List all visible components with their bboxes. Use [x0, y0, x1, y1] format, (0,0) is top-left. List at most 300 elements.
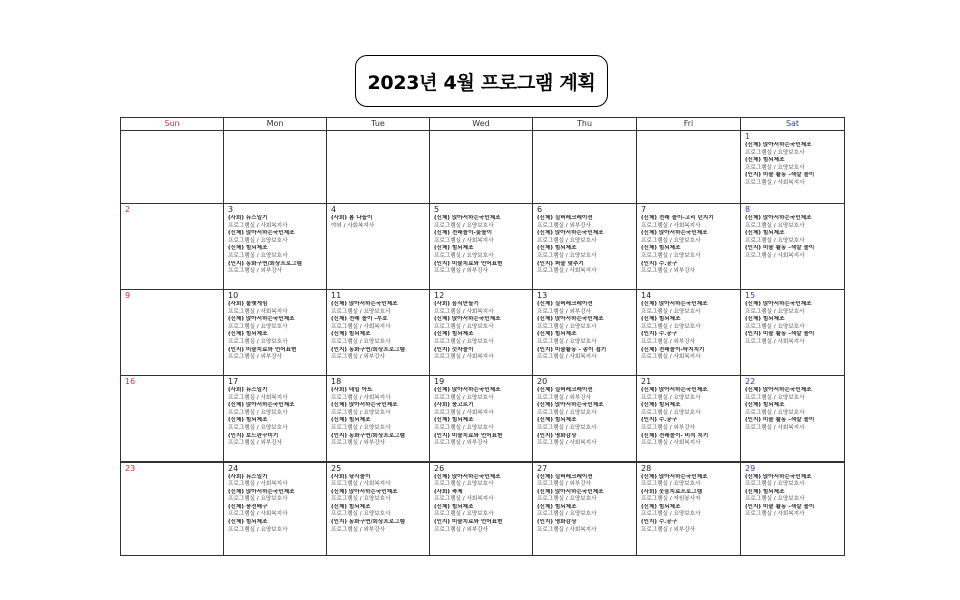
program-location-staff: 프로그램실 / 외부강사: [331, 354, 386, 361]
program-entry: [434, 417, 529, 432]
program-entry: [641, 402, 737, 417]
day-number: 8: [745, 205, 751, 214]
program-name: (신체) 힘뇌체조: [434, 503, 474, 510]
program-location-staff: 프로그램실 / 요양보호사: [745, 481, 805, 488]
program-name: (인지) 숫자놀이: [434, 346, 474, 353]
program-entry: [228, 474, 323, 489]
program-entry: [434, 230, 529, 245]
program-entry: [641, 474, 737, 489]
program-location-staff: 프로그램실 / 사회복지사: [745, 338, 805, 345]
week-row: [121, 376, 845, 462]
day-number: 26: [434, 463, 445, 473]
program-entry: [745, 331, 841, 346]
program-name: (신체) 힘뇌체조: [228, 245, 268, 252]
program-name: (신체) 힘뇌체조: [745, 316, 785, 323]
day-number: 5: [434, 205, 440, 214]
program-location-staff: 프로그램실 / 요양보호사: [434, 323, 494, 330]
program-entry: [434, 316, 529, 331]
program-name: (신체) 전래놀이-윷놀이: [434, 230, 493, 237]
day-number: 9: [125, 291, 131, 300]
program-entry: [228, 261, 323, 276]
program-location-staff: 프로그램실 / 요양보호사: [331, 424, 391, 431]
program-name: (신체) 앉아서하는국민체조: [745, 473, 812, 480]
program-location-staff: 프로그램실 / 요양보호사: [228, 424, 288, 431]
program-name: (인지) 동화구연/회상프로그램: [331, 346, 405, 353]
program-location-staff: 프로그램실 / 사회복지사: [434, 496, 494, 503]
day-cell-thu: [533, 376, 637, 462]
program-entry: [434, 387, 529, 402]
day-number: 11: [331, 291, 342, 300]
program-location-staff: 프로그램실 / 요양보호사: [434, 252, 494, 259]
day-number: 14: [641, 291, 652, 300]
day-number: [537, 132, 633, 142]
day-number: 15: [745, 291, 756, 300]
program-name: (신체) 앉아서하는국민체조: [745, 142, 812, 148]
page-title: 2023년 4월 프로그램 계획: [367, 71, 596, 94]
program-entry: [434, 331, 529, 346]
program-location-staff: 프로그램실 / 사회복지사: [228, 481, 288, 488]
program-name: (신체) 앉아서하는국민체조: [228, 316, 295, 323]
program-entry: [745, 142, 841, 157]
program-entry: [228, 316, 323, 331]
day-number: [228, 132, 323, 142]
program-entry: [331, 331, 426, 346]
program-name: (신체) 힘뇌체조: [537, 503, 577, 510]
program-name: (신체) 힘뇌체조: [745, 402, 785, 409]
day-cell-tue: [327, 290, 430, 376]
program-name: (신체) 앉아서하는국민체조: [641, 230, 708, 237]
day-number: 16: [125, 377, 136, 386]
program-entry: [434, 301, 529, 316]
program-location-staff: 프로그램실 / 요양보호사: [745, 222, 805, 229]
program-name: (신체) 힘뇌체조: [228, 331, 268, 338]
program-name: (신체) 앉아서하는국민체조: [641, 473, 708, 480]
day-number: 17: [228, 377, 239, 386]
program-entry: [434, 245, 529, 260]
program-name: (인지) 수.공구: [641, 331, 678, 338]
program-entry: [331, 417, 426, 432]
program-entry: [641, 519, 737, 534]
program-location-staff: 프로그램실 / 요양보호사: [331, 409, 391, 416]
day-cell-sat: [741, 131, 845, 204]
program-location-staff: 프로그램실 / 요양보호사: [228, 526, 288, 533]
weekday-header-tue: Tue: [327, 118, 430, 131]
program-name: (신체) 앉아서하는국민체조: [331, 402, 398, 409]
program-name: (사회) 음식만들기: [434, 301, 479, 307]
program-name: (사회) 축제: [434, 488, 463, 495]
week-row: [121, 290, 845, 376]
program-name: (사회) 네일 아트: [331, 387, 373, 393]
program-entry: [537, 519, 633, 534]
program-name: (신체) 실버레크레이션: [537, 301, 593, 307]
program-name: (신체) 앉아서하는국민체조: [228, 402, 295, 409]
program-location-staff: 프로그램실 / 요양보호사: [745, 237, 805, 244]
program-entry: [434, 504, 529, 519]
day-cell-fri: [637, 131, 741, 204]
program-location-staff: 프로그램실 / 요양보호사: [537, 424, 597, 431]
program-name: (사회) 풍고르기: [434, 402, 474, 409]
program-entry: [331, 387, 426, 402]
program-entry: [228, 489, 323, 504]
program-location-staff: 프로그램실 / 외부강사: [434, 440, 489, 447]
program-name: (신체) 앉아서하는국민체조: [537, 488, 604, 495]
weekday-header-row: [121, 118, 845, 131]
day-number: 20: [537, 377, 548, 386]
program-name: (신체) 힘뇌체조: [641, 402, 681, 409]
program-entry: [745, 402, 841, 417]
program-entry: [537, 215, 633, 230]
program-name: (신체) 앉아서하는국민체조: [434, 316, 501, 323]
program-location-staff: 프로그램실 / 외부강사: [641, 338, 696, 345]
program-entry: [228, 347, 323, 362]
day-number: 10: [228, 291, 239, 300]
program-entry: [641, 245, 737, 260]
program-entry: [228, 301, 323, 316]
program-name: (인지) 영화감상: [537, 432, 577, 439]
program-entry: [228, 402, 323, 417]
program-location-staff: 프로그램실 / 요양보호사: [537, 323, 597, 330]
program-name: (신체) 앉아서하는국민체조: [434, 387, 501, 393]
program-entry: [434, 519, 529, 534]
program-location-staff: 프로그램실 / 요양보호사: [745, 394, 805, 401]
day-number: 4: [331, 205, 337, 214]
program-location-staff: 프로그램실 / 요양보호사: [745, 308, 805, 315]
program-entry: [434, 261, 529, 276]
program-location-staff: 프로그램실 / 사회복지사: [641, 440, 701, 447]
program-name: (신체) 풍선배구: [228, 503, 268, 510]
program-location-staff: 프로그램실 / 사회복지사: [537, 440, 597, 447]
program-location-staff: 프로그램실 / 외부강사: [331, 526, 386, 533]
day-cell-sun: [121, 462, 224, 556]
program-location-staff: 프로그램실 / 요양보호사: [745, 323, 805, 330]
program-name: (신체) 앉아서하는국민체조: [537, 402, 604, 409]
program-name: (신체) 힘뇌체조: [228, 519, 268, 526]
day-number: 12: [434, 291, 445, 300]
program-entry: [331, 316, 426, 331]
day-number: 6: [537, 205, 543, 214]
program-location-staff: 프로그램실 / 요양보호사: [228, 237, 288, 244]
day-cell-mon: [224, 204, 327, 290]
program-entry: [331, 347, 426, 362]
program-name: (신체) 힘뇌체조: [537, 245, 577, 252]
program-entry: [641, 387, 737, 402]
program-location-staff: 프로그램실 / 외부강사: [434, 526, 489, 533]
program-entry: [641, 331, 737, 346]
program-name: (인지) 동화구연/회상프로그램: [331, 432, 405, 439]
program-entry: [641, 417, 737, 432]
program-location-staff: 프로그램실 / 사회복지사: [434, 354, 494, 361]
day-number: 19: [434, 377, 445, 386]
program-location-staff: 프로그램실 / 자원봉사자: [641, 496, 701, 503]
day-number: 28: [641, 463, 652, 473]
program-entry: [745, 474, 841, 489]
program-entry: [537, 489, 633, 504]
program-entry: [745, 489, 841, 504]
program-entry: [331, 474, 426, 489]
weekday-header-sun: Sun: [121, 118, 224, 131]
program-entry: [537, 347, 633, 362]
program-name: (신체) 전래놀이-딱지치기: [641, 346, 705, 353]
program-name: (신체) 전래 놀이-고리 던지기: [641, 215, 714, 221]
program-name: (인지) 미술 활동 -색깔 놀이: [745, 172, 815, 179]
program-entry: [537, 402, 633, 417]
program-entry: [537, 387, 633, 402]
program-location-staff: 프로그램실 / 요양보호사: [228, 323, 288, 330]
program-name: (인지) 미술 활동 -색깔 놀이: [745, 503, 815, 510]
program-name: (사회) 웃음치료프로그램: [641, 488, 703, 495]
program-location-staff: 프로그램실 / 요양보호사: [537, 237, 597, 244]
program-name: (인지) 동화구연/회상프로그램: [331, 519, 405, 526]
program-location-staff: 프로그램실 / 사회복지사: [745, 252, 805, 259]
program-entry: [434, 474, 529, 489]
day-cell-wed: [430, 131, 533, 204]
program-name: (사회) 룰렛게임: [228, 301, 268, 307]
program-entry: [537, 245, 633, 260]
program-entry: [537, 474, 633, 489]
day-number: 13: [537, 291, 548, 300]
day-number: 22: [745, 377, 756, 386]
program-location-staff: 프로그램실 / 사회복지사: [331, 323, 391, 330]
program-name: (사회) 뉴스일기: [228, 215, 268, 221]
page-title-box: [355, 55, 608, 107]
program-entry: [745, 504, 841, 519]
day-cell-sun: [121, 131, 224, 204]
program-entry: [745, 172, 841, 187]
program-location-staff: 프로그램실 / 요양보호사: [228, 409, 288, 416]
program-location-staff: 프로그램실 / 요양보호사: [641, 323, 701, 330]
program-name: (인지) 수.공구: [641, 519, 678, 526]
program-entry: [537, 417, 633, 432]
program-location-staff: 프로그램실 / 외부강사: [641, 526, 696, 533]
program-entry: [641, 489, 737, 504]
day-cell-sun: [121, 290, 224, 376]
program-entry: [331, 489, 426, 504]
program-name: (신체) 힘뇌체조: [434, 245, 474, 252]
program-name: (신체) 힘뇌체조: [331, 503, 371, 510]
day-cell-tue: [327, 204, 430, 290]
program-entry: [745, 316, 841, 331]
program-entry: [331, 504, 426, 519]
program-location-staff: 프로그램실 / 요양보호사: [745, 149, 805, 156]
program-location-staff: 프로그램실 / 사회복지사: [641, 354, 701, 361]
program-entry: [228, 504, 323, 519]
program-name: (신체) 힘뇌체조: [434, 417, 474, 424]
program-entry: [641, 230, 737, 245]
day-cell-fri: [637, 204, 741, 290]
program-entry: [641, 261, 737, 276]
program-location-staff: 프로그램실 / 요양보호사: [537, 496, 597, 503]
program-entry: [641, 504, 737, 519]
program-location-staff: 프로그램실 / 요양보호사: [434, 338, 494, 345]
day-cell-fri: [637, 376, 741, 462]
day-cell-wed: [430, 290, 533, 376]
program-name: (신체) 힘뇌체조: [228, 417, 268, 424]
program-entry: [537, 433, 633, 448]
program-entry: [228, 417, 323, 432]
weekday-header-fri: Fri: [637, 118, 741, 131]
program-name: (신체) 앉아서하는국민체조: [434, 473, 501, 480]
program-name: (신체) 앉아서하는국민체조: [228, 230, 295, 237]
day-cell-thu: [533, 131, 637, 204]
day-number: 1: [745, 132, 751, 141]
program-entry: [228, 230, 323, 245]
day-cell-fri: [637, 290, 741, 376]
program-name: (신체) 앉아서하는국민체조: [641, 301, 708, 307]
program-entry: [331, 433, 426, 448]
program-entry: [331, 301, 426, 316]
week-row: [121, 204, 845, 290]
program-entry: [745, 157, 841, 172]
program-name: (신체) 전래놀이- 비석 치기: [641, 432, 709, 439]
program-entry: [641, 316, 737, 331]
weekday-header-sat: Sat: [741, 118, 845, 131]
program-location-staff: 프로그램실 / 요양보호사: [537, 409, 597, 416]
program-name: (인지) 수.공구: [641, 260, 678, 267]
program-name: (신체) 실버레크레이션: [537, 387, 593, 393]
weekday-header-mon: Mon: [224, 118, 327, 131]
weekday-header-thu: Thu: [533, 118, 637, 131]
program-name: (신체) 실버레크레이션: [537, 215, 593, 221]
program-entry: [641, 215, 737, 230]
program-name: (신체) 힘뇌체조: [537, 331, 577, 338]
day-number: 25: [331, 463, 342, 473]
program-name: (신체) 힘뇌체조: [331, 417, 371, 424]
calendar-table: [120, 117, 845, 556]
program-location-staff: 프로그램실 / 요양보호사: [434, 481, 494, 488]
program-location-staff: 프로그램실 / 요양보호사: [641, 511, 701, 518]
program-location-staff: 프로그램실 / 요양보호사: [434, 511, 494, 518]
program-entry: [228, 331, 323, 346]
day-number: [331, 132, 426, 142]
program-location-staff: 프로그램실 / 요양보호사: [745, 496, 805, 503]
program-entry: [228, 519, 323, 534]
day-cell-mon: [224, 376, 327, 462]
program-entry: [641, 347, 737, 362]
program-name: (신체) 힘뇌체조: [641, 245, 681, 252]
program-entry: [434, 402, 529, 417]
day-number: 23: [125, 463, 136, 473]
program-location-staff: 프로그램실 / 요양보호사: [641, 394, 701, 401]
week-row: [121, 131, 845, 204]
calendar-body: [121, 131, 845, 556]
program-name: (인지) 미술활동 - 종이 접기: [537, 346, 607, 353]
program-location-staff: 프로그램실 / 사회복지사: [331, 481, 391, 488]
day-cell-sun: [121, 376, 224, 462]
program-location-staff: 프로그램실 / 사회복지사: [537, 268, 597, 275]
weekday-header-wed: Wed: [430, 118, 533, 131]
program-location-staff: 프로그램실 / 요양보호사: [228, 496, 288, 503]
program-name: (신체) 힘뇌체조: [434, 331, 474, 338]
program-entry: [228, 215, 323, 230]
day-number: 27: [537, 463, 548, 473]
program-location-staff: 프로그램실 / 요양보호사: [641, 237, 701, 244]
program-location-staff: 프로그램실 / 요양보호사: [641, 252, 701, 259]
program-location-staff: 프로그램실 / 사회복지사: [434, 409, 494, 416]
day-cell-sat: [741, 204, 845, 290]
program-location-staff: 프로그램실 / 요양보호사: [331, 338, 391, 345]
program-entry: [745, 301, 841, 316]
program-location-staff: 프로그램실 / 외부강사: [228, 268, 283, 275]
program-name: (인지) 수.공구: [641, 417, 678, 424]
program-name: (사회) 낚시놀이: [331, 473, 371, 480]
day-number: 21: [641, 377, 652, 386]
program-location-staff: 프로그램실 / 요양보호사: [331, 308, 391, 315]
program-location-staff: 프로그램실 / 외부강사: [228, 354, 283, 361]
program-name: (신체) 힘뇌체조: [641, 503, 681, 510]
program-name: (사회) 뉴스일기: [228, 387, 268, 393]
program-entry: [228, 245, 323, 260]
day-cell-mon: [224, 290, 327, 376]
program-location-staff: 프로그램실 / 외부강사: [641, 268, 696, 275]
program-location-staff: 야외 / 사회복지사: [331, 222, 375, 229]
program-location-staff: 프로그램실 / 외부강사: [537, 394, 592, 401]
day-number: 24: [228, 463, 239, 473]
day-cell-fri: [637, 462, 741, 556]
program-name: (신체) 힘뇌체조: [745, 230, 785, 237]
program-name: (인지) 동화구연/회상프로그램: [228, 260, 302, 267]
day-number: [434, 132, 529, 142]
day-cell-tue: [327, 462, 430, 556]
program-name: (사회) 뉴스일기: [228, 473, 268, 480]
program-entry: [537, 331, 633, 346]
program-entry: [228, 433, 323, 448]
program-location-staff: 프로그램실 / 사회복지사: [228, 394, 288, 401]
program-location-staff: 프로그램실 / 사회복지사: [745, 179, 805, 186]
day-number: [641, 132, 737, 142]
program-name: (신체) 힘뇌체조: [745, 488, 785, 495]
program-name: (신체) 앉아서하는국민체조: [434, 215, 501, 221]
day-cell-wed: [430, 376, 533, 462]
program-location-staff: 프로그램실 / 사회복지사: [745, 424, 805, 431]
program-name: (신체) 앉아서하는국민체조: [228, 488, 295, 495]
program-location-staff: 프로그램실 / 사회복지사: [228, 308, 288, 315]
program-location-staff: 프로그램실 / 외부강사: [537, 222, 592, 229]
program-entry: [537, 504, 633, 519]
program-name: (신체) 앉아서하는국민체조: [331, 488, 398, 495]
program-entry: [434, 489, 529, 504]
program-entry: [434, 347, 529, 362]
program-name: (신체) 앉아서하는국민체조: [745, 301, 812, 307]
program-name: (인지) 영화감상: [537, 519, 577, 526]
program-entry: [331, 519, 426, 534]
program-name: (사회) 봄 나들이: [331, 215, 373, 221]
program-entry: [228, 387, 323, 402]
program-location-staff: 프로그램실 / 요양보호사: [537, 511, 597, 518]
program-name: (신체) 힘뇌체조: [641, 316, 681, 323]
program-location-staff: 프로그램실 / 요양보호사: [537, 252, 597, 259]
program-location-staff: 프로그램실 / 외부강사: [641, 424, 696, 431]
day-number: 18: [331, 377, 342, 386]
program-location-staff: 프로그램실 / 사회복지사: [537, 526, 597, 533]
program-location-staff: 프로그램실 / 요양보호사: [331, 511, 391, 518]
week-row: [121, 462, 845, 556]
program-entry: [537, 301, 633, 316]
day-cell-mon: [224, 131, 327, 204]
program-name: (인지) 미술 활동 -색깔 놀이: [745, 245, 815, 252]
program-location-staff: 프로그램실 / 사회복지사: [228, 222, 288, 229]
program-entry: [537, 316, 633, 331]
program-entry: [745, 215, 841, 230]
program-location-staff: 프로그램실 / 요양보호사: [331, 496, 391, 503]
program-name: (인지) 미술치료와 언어표현: [434, 260, 503, 267]
day-cell-sat: [741, 376, 845, 462]
day-number: [125, 132, 220, 142]
program-location-staff: 프로그램실 / 사회복지사: [434, 237, 494, 244]
day-number: 29: [745, 463, 756, 473]
program-location-staff: 프로그램실 / 요양보호사: [641, 308, 701, 315]
day-cell-tue: [327, 376, 430, 462]
program-location-staff: 프로그램실 / 요양보호사: [434, 424, 494, 431]
